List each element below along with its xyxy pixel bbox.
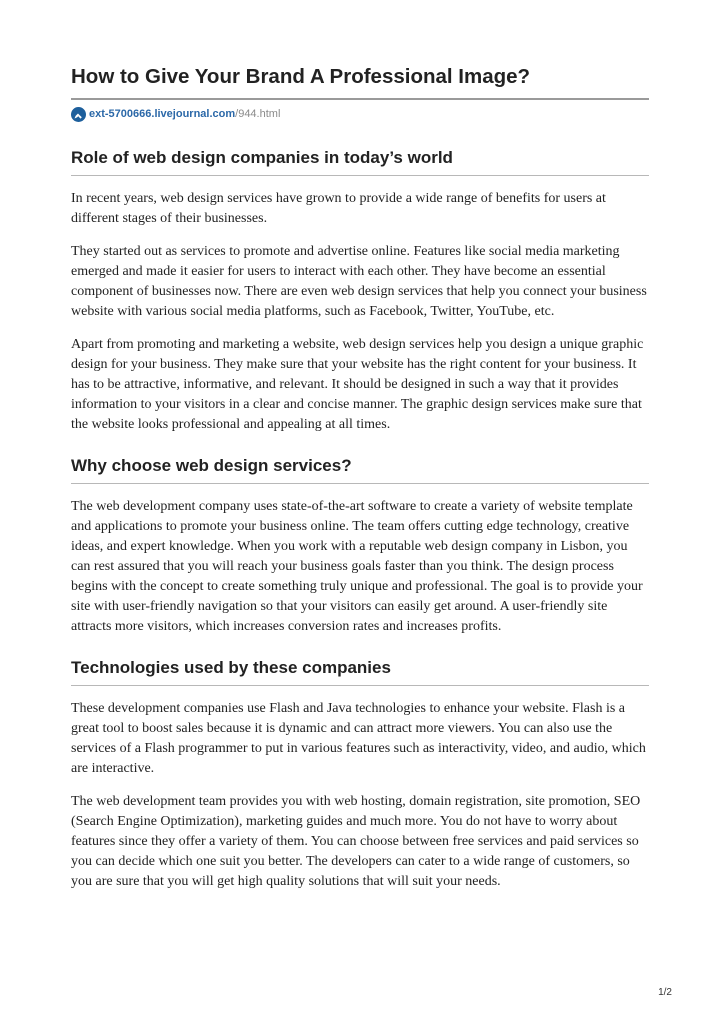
source-domain-link[interactable]: ext-5700666.livejournal.com (89, 108, 236, 120)
page-number: 1/2 (658, 987, 672, 998)
section-heading: Role of web design companies in today’s world (71, 147, 649, 176)
document-title: How to Give Your Brand A Professional Image? (71, 64, 649, 100)
section-role (71, 147, 649, 435)
section-technologies (71, 657, 649, 892)
section-heading: Technologies used by these companies (71, 657, 649, 686)
livejournal-icon (71, 107, 86, 122)
source-path-link[interactable]: /944.html (235, 108, 281, 120)
paragraph: These development companies use Flash and Java technologies to enhance your website. Flash is a great tool to boost sales because it is dynamic and can attract more viewers. You can also use the services of a Flash programmer to put in various features such as interactivity, video, and audio, which are interactive. (71, 701, 646, 776)
paragraph: The web development team provides you with web hosting, domain registration, site promotion, SEO (Search Engine Optimization), marketing guides and much more. You do not have to worry about features since they offer a variety of them. You can choose between free services and paid services so you can decide which one suit you better. The developers can cater to a wide range of customers, so you are sure that you will get high quality solutions that will suit your needs. (71, 794, 641, 889)
section-why-choose (71, 455, 649, 637)
document-page (71, 64, 649, 892)
source-line (71, 105, 649, 123)
paragraph: Apart from promoting and marketing a website, web design services help you design a unique graphic design for your business. They make sure that your website has the right content for your business. It has to be attractive, informative, and relevant. It should be designed in such a way that it provides information to your visitors in a clear and concise manner. The graphic design services make sure that the website looks professional and appealing at all times. (71, 337, 644, 432)
paragraph: In recent years, web design services have grown to provide a wide range of benefits for users at different stages of their businesses. (71, 191, 606, 226)
paragraph: The web development company uses state-of-the-art software to create a variety of website template and applications to promote your business online. The team offers cutting edge technology, creative ideas, and expert knowledge. When you work with a reputable web design company in Lisbon, you can rest assured that you will reach your business goals faster than you think. The design process begins with the concept to create something truly unique and professional. The goal is to provide your site with user-friendly navigation so that your visitors can easily get around. A user-friendly site attracts more visitors, which increases conversion rates and increases profits. (71, 499, 643, 634)
paragraph: They started out as services to promote and advertise online. Features like social media marketing emerged and made it easier for users to interact with each other. They have become an essential component of businesses now. There are even web design services that help you connect your business website with various social media platforms, such as Facebook, Twitter, YouTube, etc. (71, 244, 647, 319)
section-heading: Why choose web design services? (71, 455, 649, 484)
